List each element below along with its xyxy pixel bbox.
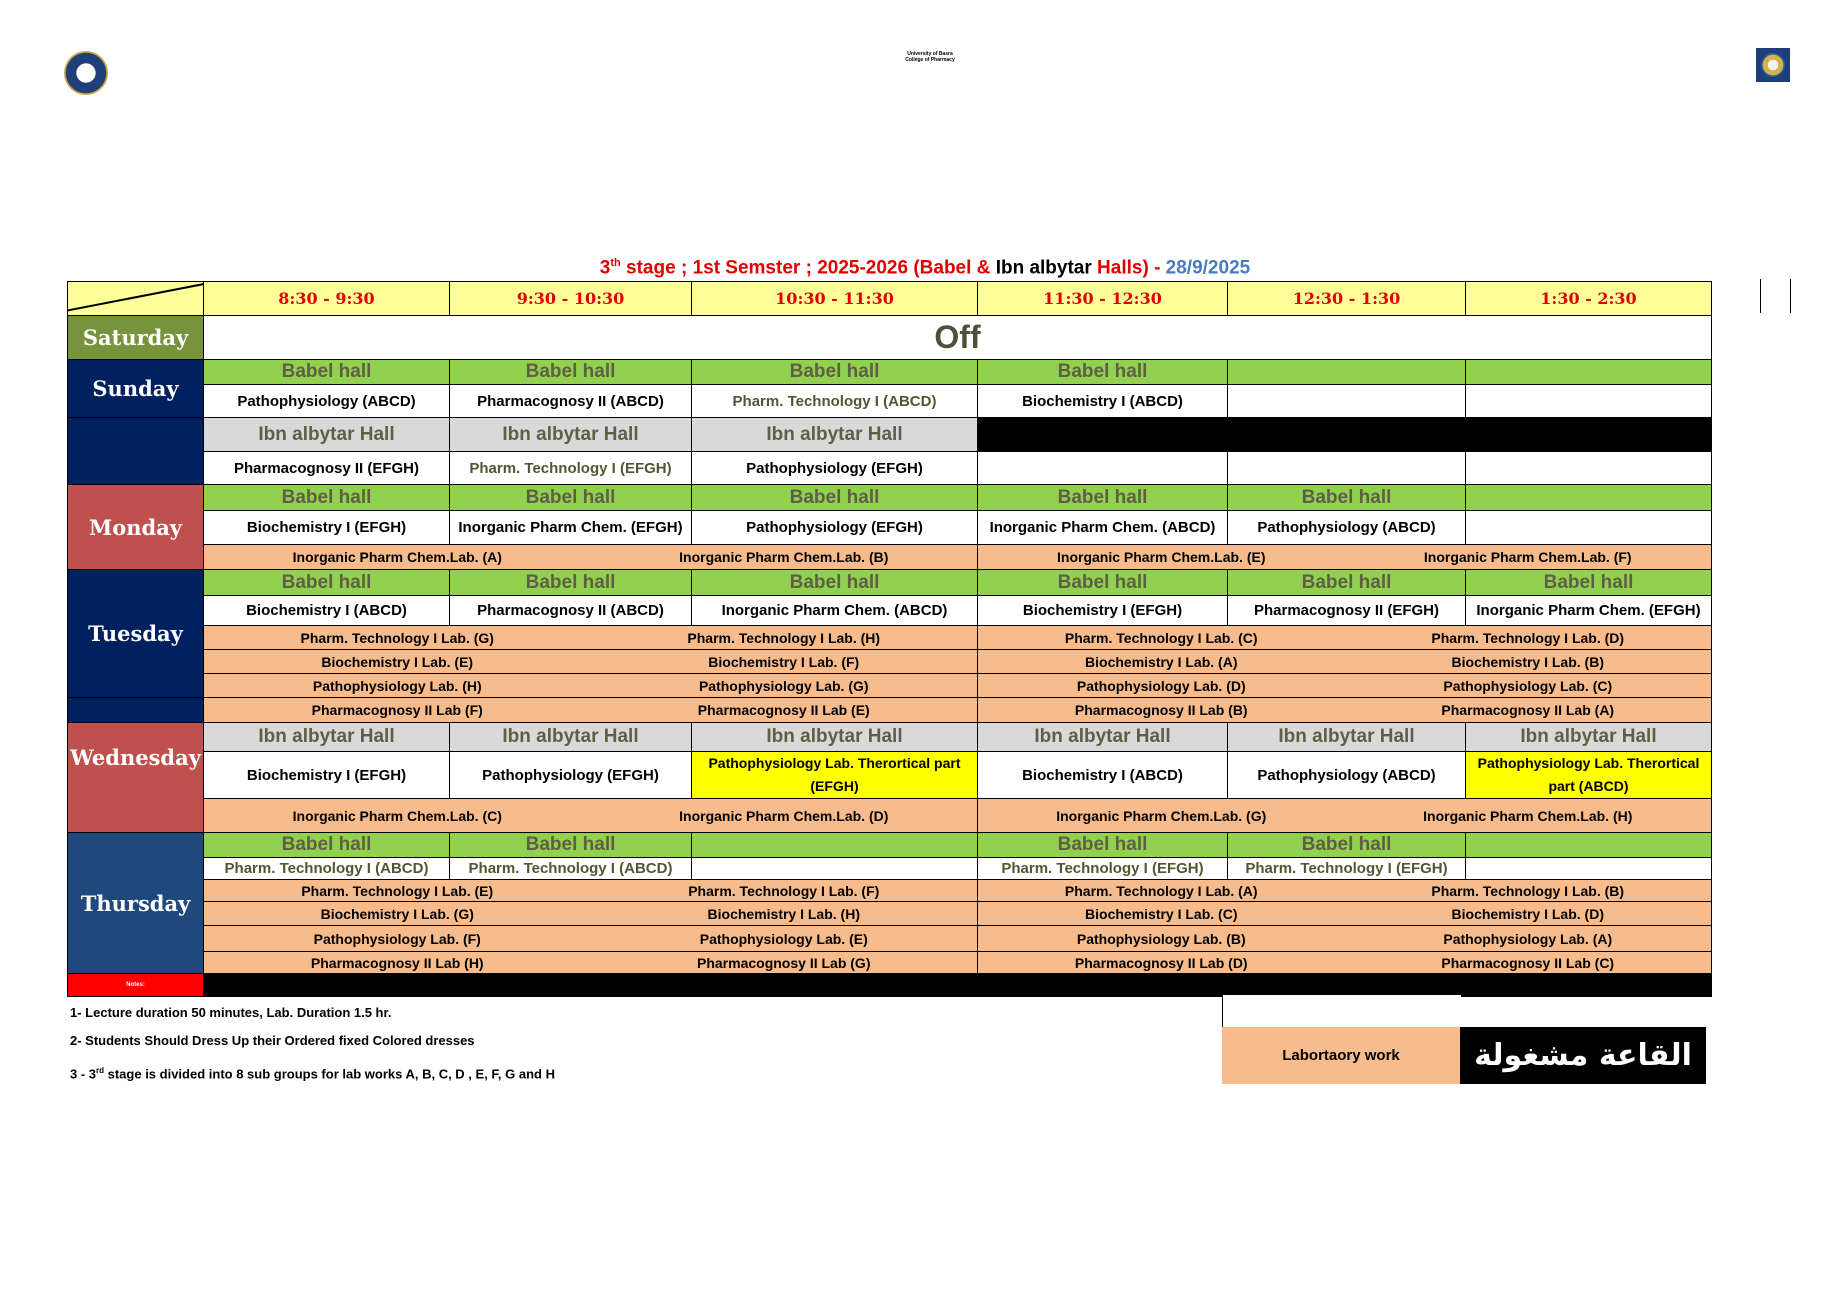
lab-item: Inorganic Pharm Chem.Lab. (B) (679, 549, 889, 565)
lab-item: Pathophysiology Lab. (H) (312, 677, 482, 694)
lab-item: Pharmacognosy II Lab (D) (1074, 954, 1248, 971)
hall-label: Babel hall (692, 570, 978, 596)
lab-item: Pharmacognosy II Lab (H) (310, 954, 484, 971)
hall-label: Ibn albytar Hall (692, 418, 978, 452)
lab-item: Inorganic Pharm Chem.Lab. (E) (1057, 549, 1266, 565)
hall-label: Ibn albytar Hall (204, 418, 450, 452)
university-name: University of Basra (907, 51, 953, 57)
lab-item: Biochemistry I Lab. (A) (1085, 653, 1238, 670)
lecture-cell: Biochemistry I (ABCD) (978, 752, 1228, 799)
lab-cell (978, 902, 1712, 926)
lab-item: Pharm. Technology I Lab. (D) (1431, 629, 1625, 646)
hall-empty (1466, 360, 1712, 385)
day-wednesday: Wednesday (68, 723, 204, 833)
lab-item: Biochemistry I Lab. (B) (1451, 653, 1604, 670)
lecture-cell: Pharmacognosy II (ABCD) (450, 596, 692, 626)
time-slot: 1:30 - 2:30 (1466, 282, 1712, 316)
lab-item: Pathophysiology Lab. (A) (1443, 930, 1613, 947)
title-date: 28/9/2025 (1165, 257, 1251, 279)
time-slot: 9:30 - 10:30 (450, 282, 692, 316)
lecture-cell: Pathophysiology (EFGH) (450, 752, 692, 799)
lab-item: Inorganic Pharm Chem.Lab. (F) (1423, 549, 1632, 565)
lecture-cell: Pharm. Technology I (EFGH) (978, 858, 1228, 880)
legend-hall-busy: القاعة مشغولة (1460, 1027, 1706, 1084)
note-3-part: 3 - 3 (70, 1066, 97, 1082)
empty-cell (692, 858, 978, 880)
note-3-sup: rd (96, 1066, 105, 1075)
lab-cell (204, 902, 978, 926)
hall-label: Babel hall (1228, 570, 1466, 596)
corner-cell (68, 282, 204, 316)
hall-empty (1466, 833, 1712, 858)
lecture-cell: Pharm. Technology I (EFGH) (1228, 858, 1466, 880)
lab-item: Inorganic Pharm Chem.Lab. (D) (679, 807, 889, 824)
hall-label: Ibn albytar Hall (1466, 723, 1712, 752)
lecture-cell: Pharm. Technology I (ABCD) (450, 858, 692, 880)
lab-cell (978, 799, 1712, 833)
lecture-cell: Biochemistry I (EFGH) (204, 752, 450, 799)
time-slot: 10:30 - 11:30 (692, 282, 978, 316)
legend-blank (1222, 994, 1461, 1027)
empty-cell (1466, 385, 1712, 418)
hall-label: Babel hall (978, 485, 1228, 511)
empty-cell (1466, 858, 1712, 880)
lab-item: Pharm. Technology I Lab. (E) (301, 882, 494, 899)
lab-item: Pharmacognosy II Lab (E) (697, 702, 870, 718)
hall-label: Babel hall (204, 570, 450, 596)
empty-cell (1228, 385, 1466, 418)
lecture-cell: Pathophysiology (ABCD) (1228, 511, 1466, 545)
hall-empty (1228, 360, 1466, 385)
schedule-table (67, 281, 1712, 997)
hall-label: Babel hall (1228, 833, 1466, 858)
title-sep: ; (800, 257, 818, 279)
title-sep: ; (675, 257, 693, 279)
time-slot: 12:30 - 1:30 (1228, 282, 1466, 316)
lecture-cell: Pharm. Technology I (ABCD) (204, 858, 450, 880)
lab-cell (204, 545, 978, 570)
lab-item: Pharmacognosy II Lab (B) (1074, 702, 1248, 718)
hall-label: Babel hall (204, 485, 450, 511)
lecture-cell: Pharmacognosy II (EFGH) (204, 452, 450, 485)
lab-item: Biochemistry I Lab. (D) (1451, 905, 1604, 922)
lab-item: Biochemistry I Lab. (E) (321, 653, 474, 670)
hall-label: Ibn albytar Hall (204, 723, 450, 752)
title-year: 2025-2026 (Babel & (817, 257, 996, 279)
hall-empty (1466, 485, 1712, 511)
hall-label: Babel hall (450, 485, 692, 511)
lab-cell (204, 650, 978, 674)
hall-busy (978, 418, 1712, 452)
lecture-cell: Inorganic Pharm Chem. (ABCD) (978, 511, 1228, 545)
note-3 (70, 1066, 555, 1081)
hall-label: Babel hall (692, 485, 978, 511)
lecture-cell: Pharmacognosy II (ABCD) (450, 385, 692, 418)
lab-item: Pharm. Technology I Lab. (B) (1431, 882, 1625, 899)
lecture-cell: Biochemistry I (ABCD) (204, 596, 450, 626)
lecture-cell: Biochemistry I (EFGH) (978, 596, 1228, 626)
day-sunday-continued (68, 418, 204, 485)
lab-cell (978, 545, 1712, 570)
lab-cell (204, 626, 978, 650)
hall-label: Babel hall (204, 833, 450, 858)
lab-item: Pathophysiology Lab. (C) (1443, 677, 1613, 694)
hall-empty (692, 833, 978, 858)
lab-item: Inorganic Pharm Chem.Lab. (C) (292, 807, 502, 824)
lab-cell (204, 880, 978, 902)
lecture-cell: Biochemistry I (ABCD) (978, 385, 1228, 418)
lecture-cell: Biochemistry I (EFGH) (204, 511, 450, 545)
note-2: 2- Students Should Dress Up their Ordered fixed Colored dresses (70, 1033, 475, 1048)
lecture-cell: Pharmacognosy II (EFGH) (1228, 596, 1466, 626)
hall-label: Ibn albytar Hall (450, 418, 692, 452)
lab-item: Pharmacognosy II Lab (A) (1441, 702, 1615, 718)
notes-bar (204, 974, 1712, 997)
legend-lab-work: Labortaory work (1222, 1027, 1460, 1084)
lab-item: Pathophysiology Lab. (D) (1076, 677, 1246, 694)
hall-label: Babel hall (1228, 485, 1466, 511)
day-thursday: Thursday (68, 833, 204, 974)
hall-label: Babel hall (204, 360, 450, 385)
lecture-cell: Pharm. Technology I (ABCD) (692, 385, 978, 418)
margin-line (1790, 279, 1791, 313)
lab-item: Pharmacognosy II Lab (F) (311, 702, 483, 718)
lecture-cell: Pharm. Technology I (EFGH) (450, 452, 692, 485)
college-name: College of Pharmacy (905, 57, 955, 63)
lab-item: Pharm. Technology I Lab. (C) (1064, 629, 1258, 646)
lab-item: Pathophysiology Lab. (F) (313, 930, 481, 947)
lab-cell (204, 799, 978, 833)
day-sunday: Sunday (68, 360, 204, 418)
title-stage-word: stage (620, 257, 676, 279)
lab-item: Biochemistry I Lab. (G) (320, 905, 474, 922)
day-tuesday-continued (68, 698, 204, 723)
lecture-cell: Pathophysiology (ABCD) (1228, 752, 1466, 799)
lecture-cell: Pathophysiology (EFGH) (692, 511, 978, 545)
lab-item: Pathophysiology Lab. (E) (699, 930, 868, 947)
lab-item: Inorganic Pharm Chem.Lab. (G) (1056, 807, 1267, 824)
lab-item: Biochemistry I Lab. (C) (1085, 905, 1238, 922)
schedule-title (420, 257, 1430, 279)
lab-cell (978, 880, 1712, 902)
lecture-cell: Pathophysiology (ABCD) (204, 385, 450, 418)
lecture-cell: Pathophysiology (EFGH) (692, 452, 978, 485)
note-3-part: stage is divided into 8 sub groups for lab works A, B, C, D , E, F, G and H (104, 1066, 555, 1082)
time-slot: 8:30 - 9:30 (204, 282, 450, 316)
empty-cell (1466, 511, 1712, 545)
lab-item: Pathophysiology Lab. (G) (698, 677, 869, 694)
lab-cell (978, 626, 1712, 650)
hall-label: Babel hall (450, 833, 692, 858)
margin-line (1760, 279, 1761, 313)
lab-item: Biochemistry I Lab. (H) (707, 905, 860, 922)
title-halls: Halls) - (1091, 257, 1166, 279)
title-stage-sup: th (610, 257, 621, 269)
hall-label: Babel hall (978, 570, 1228, 596)
hall-label: Babel hall (978, 360, 1228, 385)
lecture-cell: Inorganic Pharm Chem. (EFGH) (1466, 596, 1712, 626)
lab-cell (978, 674, 1712, 698)
lab-item: Pharm. Technology I Lab. (A) (1064, 882, 1258, 899)
title-hall: Ibn albytar (995, 257, 1092, 279)
lab-item: Biochemistry I Lab. (F) (708, 653, 860, 670)
lab-item: Pharmacognosy II Lab (C) (1441, 954, 1615, 971)
note-1: 1- Lecture duration 50 minutes, Lab. Duration 1.5 hr. (70, 1005, 392, 1020)
lab-item: Pharm. Technology I Lab. (H) (687, 629, 881, 646)
hall-label: Babel hall (692, 360, 978, 385)
hall-label: Babel hall (450, 570, 692, 596)
lab-item: Pathophysiology Lab. (B) (1076, 930, 1246, 947)
page-header (880, 51, 980, 63)
lab-item: Pharm. Technology I Lab. (G) (300, 629, 494, 646)
hall-label: Ibn albytar Hall (1228, 723, 1466, 752)
saturday-off: Off (204, 316, 1712, 360)
lab-cell (978, 952, 1712, 974)
empty-cell (1228, 452, 1466, 485)
lecture-cell-highlight: Pathophysiology Lab. Therortical part (EFGH) (692, 752, 978, 799)
lab-item: Inorganic Pharm Chem.Lab. (H) (1423, 807, 1633, 824)
lab-cell (204, 698, 978, 723)
college-logo-right (1756, 48, 1790, 82)
notes-label: Notes: (68, 974, 204, 997)
hall-label: Ibn albytar Hall (450, 723, 692, 752)
lecture-cell-highlight: Pathophysiology Lab. Therortical part (ABCD) (1466, 752, 1712, 799)
day-tuesday: Tuesday (68, 570, 204, 698)
title-stage-number: 3 (599, 257, 611, 279)
lab-cell (204, 674, 978, 698)
title-semester: 1st Semster (692, 257, 801, 279)
day-saturday: Saturday (68, 316, 204, 360)
lab-item: Pharm. Technology I Lab. (F) (688, 882, 880, 899)
lecture-cell: Inorganic Pharm Chem. (ABCD) (692, 596, 978, 626)
hall-label: Ibn albytar Hall (692, 723, 978, 752)
lecture-cell: Inorganic Pharm Chem. (EFGH) (450, 511, 692, 545)
empty-cell (1466, 452, 1712, 485)
lab-item: Pharmacognosy II Lab (G) (697, 954, 871, 971)
hall-label: Babel hall (978, 833, 1228, 858)
hall-label: Babel hall (1466, 570, 1712, 596)
hall-label: Ibn albytar Hall (978, 723, 1228, 752)
lab-cell (978, 926, 1712, 952)
day-monday: Monday (68, 485, 204, 570)
lab-cell (204, 952, 978, 974)
lab-cell (978, 698, 1712, 723)
time-slot: 11:30 - 12:30 (978, 282, 1228, 316)
lab-cell (204, 926, 978, 952)
lab-item: Inorganic Pharm Chem.Lab. (A) (292, 549, 502, 565)
empty-cell (978, 452, 1228, 485)
hall-label: Babel hall (450, 360, 692, 385)
lab-cell (978, 650, 1712, 674)
university-logo-left (64, 51, 108, 95)
